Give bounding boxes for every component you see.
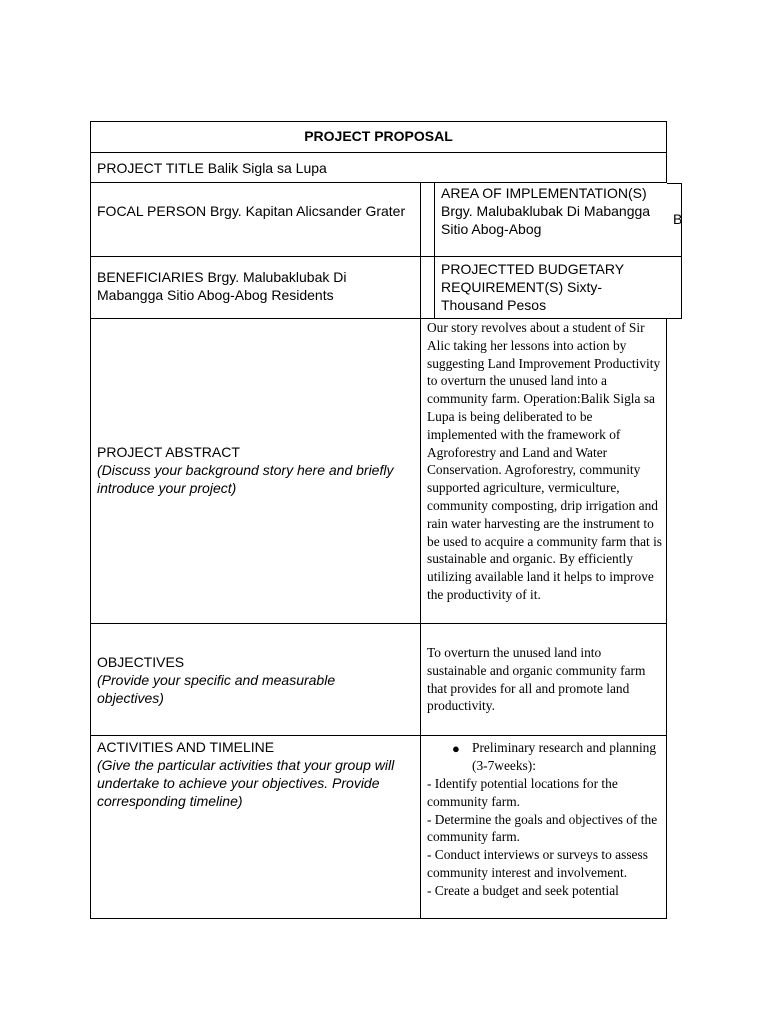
beneficiaries: BENEFICIARIES Brgy. Malubaklubak Di Mabangga Sitio Abog-Abog Residents	[97, 269, 347, 303]
border	[90, 182, 667, 183]
budgetary-requirement: PROJECTTED BUDGETARY REQUIREMENT(S) Sixty-Thousand Pesos	[441, 261, 624, 313]
activities-label-block	[97, 738, 397, 810]
border	[90, 735, 667, 736]
border	[90, 256, 682, 257]
abstract-text: Our story revolves about a student of Sir Alic taking her lessons into action by suggesting Land Improvement Productivity to overturn the unused land into a community farm. Operation:Balik Sigla sa Lupa is being deliberated to be implemented with the framework of Agroforestry and Land and Water Conservation. Agroforestry, community supported agriculture, vermiculture, community composting, drip irrigation and rain water harvesting are the instrument to be used to acquire a community farm that is sustainable and organic. By efficiently utilizing available land it helps to improve the productivity of it.	[427, 320, 663, 602]
page-title: PROJECT PROPOSAL	[304, 128, 453, 144]
objectives-label-block	[97, 653, 397, 707]
project-title: PROJECT TITLE Balik Sigla sa Lupa	[97, 160, 327, 176]
border	[667, 183, 682, 184]
cut-off-letter: B	[673, 211, 683, 227]
objectives-text: To overturn the unused land into sustainable and organic community farm that provides for all and promote land productivity.	[427, 645, 646, 714]
abstract-label-block	[97, 443, 407, 497]
objectives-label: OBJECTIVES	[97, 654, 185, 670]
abstract-label: PROJECT ABSTRACT	[97, 444, 240, 460]
list-item: - Determine the goals and objectives of the community farm.	[427, 811, 658, 845]
activities-hint: (Give the particular activities that your group will undertake to achieve your objectives. Provide corresponding timeline)	[97, 757, 395, 809]
border	[90, 623, 667, 624]
border	[90, 918, 667, 919]
border	[681, 183, 682, 319]
bullet-icon: ●	[452, 741, 460, 756]
activities-label: ACTIVITIES AND TIMELINE	[97, 739, 275, 755]
border	[434, 182, 435, 319]
border	[90, 152, 667, 153]
focal-person: FOCAL PERSON Brgy. Kapitan Alicsander Grater	[97, 203, 406, 219]
border	[420, 182, 421, 919]
border	[666, 121, 667, 183]
activities-list	[427, 775, 663, 917]
list-item: - Create a budget and seek potential	[427, 882, 619, 898]
border	[666, 318, 667, 919]
border	[90, 121, 667, 122]
objectives-hint: (Provide your specific and measurable objectives)	[97, 672, 336, 706]
list-item: - Identify potential locations for the community farm.	[427, 776, 618, 809]
activities-bullet-item: Preliminary research and planning (3-7weeks):	[472, 740, 657, 773]
area-of-implementation: AREA OF IMPLEMENTATION(S) Brgy. Malubaklubak Di Mabangga Sitio Abog-Abog	[441, 185, 651, 237]
abstract-hint: (Discuss your background story here and briefly introduce your project)	[97, 462, 394, 496]
border	[90, 121, 91, 919]
list-item: - Conduct interviews or surveys to assess community interest and involvement.	[427, 847, 648, 880]
